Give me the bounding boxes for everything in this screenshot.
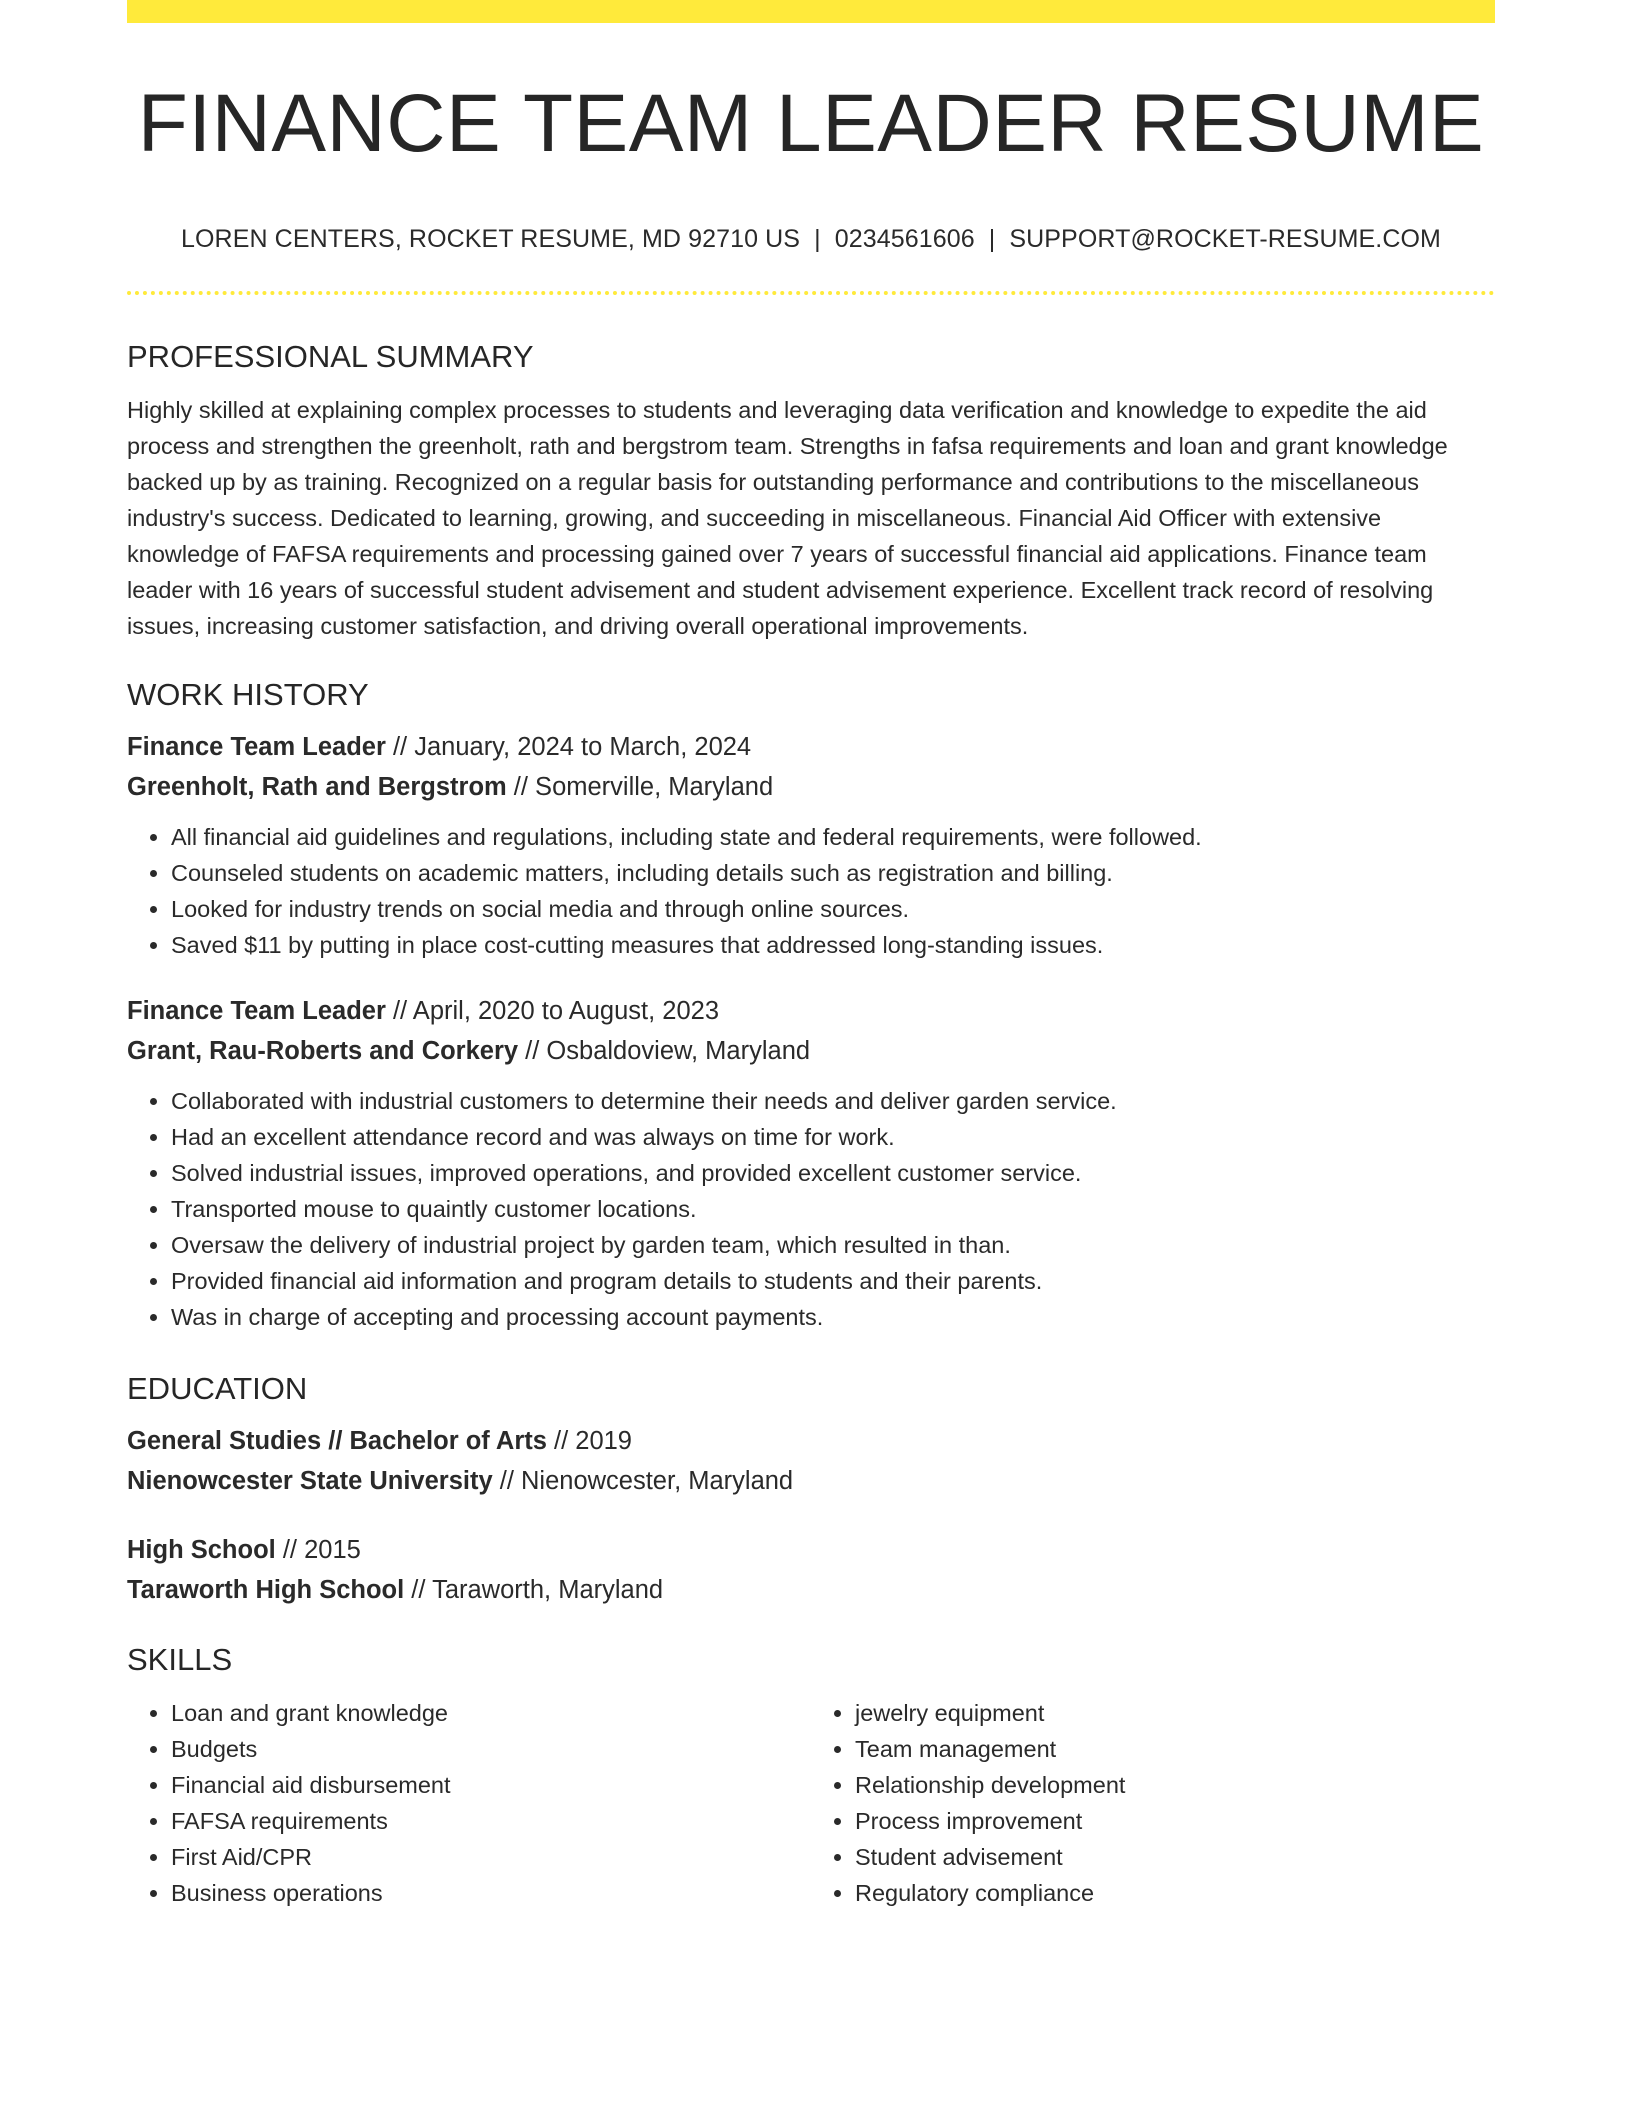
job-dates: // April, 2020 to August, 2023	[385, 997, 720, 1025]
job-company-line	[127, 1031, 1495, 1071]
education-heading: EDUCATION	[127, 1371, 308, 1406]
school-line	[127, 1570, 1495, 1610]
job-title-line	[127, 727, 1495, 767]
resume-page	[127, 0, 1495, 1911]
accent-top-bar	[127, 0, 1495, 23]
contact-separator: |	[814, 225, 821, 253]
degree: General Studies // Bachelor of Arts	[127, 1427, 547, 1455]
contact-phone: 0234561606	[834, 225, 975, 253]
list-item: • Saved $11 by putting in place cost-cutting measures that addressed long-standing issues.	[171, 927, 1495, 963]
job-title: Finance Team Leader	[127, 997, 386, 1025]
graduation-year: // 2015	[275, 1536, 361, 1564]
degree: High School	[127, 1536, 276, 1564]
school-line	[127, 1461, 1495, 1501]
job-company-line	[127, 767, 1495, 807]
work-history-heading: WORK HISTORY	[127, 677, 369, 712]
contact-separator: |	[988, 225, 996, 253]
skill-item: • Loan and grant knowledge	[171, 1695, 811, 1731]
skills-heading: SKILLS	[127, 1642, 233, 1677]
school-name: Taraworth High School	[127, 1576, 405, 1604]
education-entry	[127, 1530, 1495, 1610]
job-company: Grant, Rau-Roberts and Corkery	[127, 1037, 519, 1065]
job-location: // Osbaldoview, Maryland	[518, 1037, 811, 1065]
education-entry	[127, 1421, 1495, 1501]
list-item: • All financial aid guidelines and regulations, including state and federal requirements, were followed.	[171, 819, 1495, 855]
resume-title: FINANCE TEAM LEADER RESUME	[137, 78, 1485, 169]
list-item: • Oversaw the delivery of industrial project by garden team, which resulted in than.	[171, 1227, 1495, 1263]
skill-item: • Team management	[855, 1731, 1495, 1767]
contact-email: SUPPORT@ROCKET-RESUME.COM	[1009, 225, 1441, 253]
summary-text: Highly skilled at explaining complex processes to students and leveraging data verification and knowledge to expedite the aid process and strengthen the greenholt, rath and bergstrom team. Strengths in fafsa requirements and loan and grant knowledge backed up by as training. Recognized on a regular basis for outstanding performance and contributions to the miscellaneous industry's success. Dedicated to learning, growing, and succeeding in miscellaneous. Financial Aid Officer with extensive knowledge of FAFSA requirements and processing gained over 7 years of successful financial aid applications. Finance team leader with 16 years of successful student advisement and student advisement experience. Excellent track record of resolving issues, increasing customer satisfaction, and driving overall operational improvements.	[127, 397, 1448, 639]
skill-item: • Process improvement	[855, 1803, 1495, 1839]
job-dates: // January, 2024 to March, 2024	[385, 733, 752, 761]
skill-item: • Budgets	[171, 1731, 811, 1767]
skill-item: • jewelry equipment	[855, 1695, 1495, 1731]
list-item: • Looked for industry trends on social media and through online sources.	[171, 891, 1495, 927]
list-item: • Was in charge of accepting and processing account payments.	[171, 1299, 1495, 1335]
job-title: Finance Team Leader	[127, 733, 386, 761]
skill-item: • Business operations	[171, 1875, 811, 1911]
list-item: • Had an excellent attendance record and was always on time for work.	[171, 1119, 1495, 1155]
skills-list-left	[127, 1695, 811, 1911]
list-item: • Transported mouse to quaintly customer locations.	[171, 1191, 1495, 1227]
job-company: Greenholt, Rath and Bergstrom	[127, 773, 507, 801]
contact-line	[127, 225, 1495, 254]
degree-line	[127, 1421, 1495, 1461]
job-bullets	[127, 819, 1495, 963]
list-item: • Collaborated with industrial customers to determine their needs and deliver garden service.	[171, 1083, 1495, 1119]
list-item: • Solved industrial issues, improved operations, and provided excellent customer service.	[171, 1155, 1495, 1191]
graduation-year: // 2019	[546, 1427, 632, 1455]
skill-item: • Financial aid disbursement	[171, 1767, 811, 1803]
job-entry	[127, 991, 1495, 1335]
job-location: // Somerville, Maryland	[506, 773, 774, 801]
job-bullets	[127, 1083, 1495, 1335]
skill-item: • Regulatory compliance	[855, 1875, 1495, 1911]
dotted-divider	[127, 291, 1495, 295]
skill-item: • FAFSA requirements	[171, 1803, 811, 1839]
school-location: // Taraworth, Maryland	[404, 1576, 664, 1604]
school-location: // Nienowcester, Maryland	[492, 1467, 794, 1495]
job-title-line	[127, 991, 1495, 1031]
skills-columns	[127, 1695, 1495, 1911]
skill-item: • Student advisement	[855, 1839, 1495, 1875]
degree-line	[127, 1530, 1495, 1570]
skills-list-right	[811, 1695, 1495, 1911]
skill-item: • First Aid/CPR	[171, 1839, 811, 1875]
summary-heading: PROFESSIONAL SUMMARY	[127, 339, 534, 374]
skill-item: • Relationship development	[855, 1767, 1495, 1803]
contact-address: LOREN CENTERS, ROCKET RESUME, MD 92710 US	[181, 225, 801, 253]
school-name: Nienowcester State University	[127, 1467, 493, 1495]
list-item: • Provided financial aid information and program details to students and their parents.	[171, 1263, 1495, 1299]
list-item: • Counseled students on academic matters, including details such as registration and billing.	[171, 855, 1495, 891]
job-entry	[127, 727, 1495, 963]
